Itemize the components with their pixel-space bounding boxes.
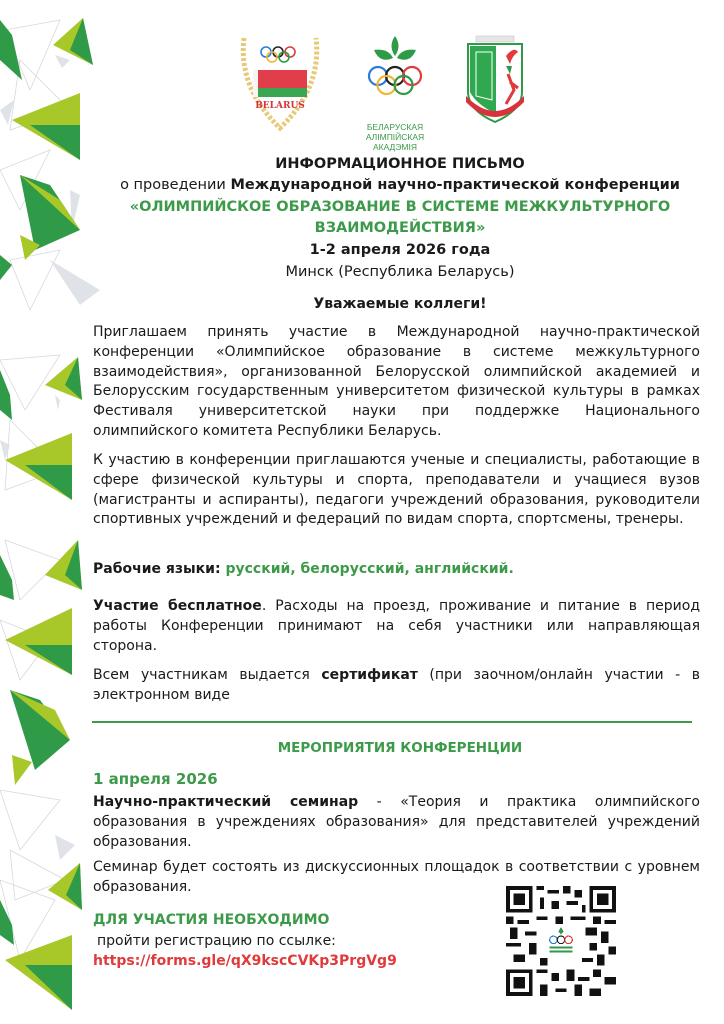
olympic-academy-caption — [352, 122, 438, 152]
triangle-green-group — [0, 18, 93, 1010]
caption-line: БЕЛАРУСКАЯ — [366, 122, 424, 132]
seminar-text: - «Теория и практика олимпийского образования в учреждениях образования» для представителей учреждений образования. — [93, 794, 700, 850]
events-section-title: МЕРОПРИЯТИЯ КОНФЕРЕНЦИИ — [277, 740, 523, 756]
free-text: . Расходы на проезд, проживание и питание в период работы Конференции принимают на себя участники или направляющая сторона. — [93, 598, 700, 654]
free-label: Участие бесплатное — [93, 598, 262, 614]
olympic-academy-logo — [360, 28, 430, 128]
invitation-paragraph: Приглашаем принять участие в Международной научно-практической конференции «Олимпийское образование в системе межкультурного взаимодействия», организованной Белорусской олимпийской академией и Белорусским государственным университетом физической культуры в рамках Фестиваля университетской науки при поддержке Национального олимпийского комитета Республики Беларусь. — [93, 324, 700, 439]
conference-dates: 1-2 апреля 2026 года — [309, 242, 491, 258]
noc-caption: BELARUS — [255, 101, 305, 111]
event-day: 1 апреля 2026 — [93, 770, 218, 788]
greeting: Уважаемые коллеги! — [313, 296, 487, 312]
university-logo — [462, 30, 528, 126]
seminar-label: Научно-практический семинар — [93, 794, 359, 810]
certificate-prefix: Всем участникам выдается — [93, 667, 322, 683]
seminar-paragraph — [93, 793, 700, 852]
letter-title: ИНФОРМАЦИОННОЕ ПИСЬМО — [275, 156, 525, 172]
subtitle-prefix: о проведении — [120, 177, 231, 193]
registration-qr-code[interactable] — [506, 886, 616, 996]
section-divider — [92, 721, 692, 723]
seminar-note: Семинар будет состоять из дискуссионных площадок в соответствии с уровнем образования. — [93, 859, 700, 895]
conference-name-line: ВЗАИМОДЕЙСТВИЯ» — [314, 220, 486, 236]
languages-value: русский, белорусский, английский. — [220, 561, 514, 577]
certificate-suffix: (при заочном/онлайн участии - в электронном виде — [93, 667, 700, 703]
caption-line: АЛІМПІЙСКАЯ — [365, 132, 425, 142]
languages-paragraph — [93, 560, 700, 580]
certificate-paragraph — [93, 666, 700, 706]
registration-link[interactable]: https://forms.gle/qX9kscCVKp3PrgVg9 — [93, 953, 397, 969]
subtitle-bold: Международной научно-практической конференции — [230, 177, 680, 193]
conference-name — [90, 197, 710, 239]
participants-paragraph: К участию в конференции приглашаются ученые и специалисты, работающие в сфере физической культуры и спорта, преподаватели и учащиеся вузов (магистранты и аспиранты), педагоги учреждений образования, руководители спортивных учреждений и федераций по видам спорта, спортсмены, тренеры. — [93, 452, 700, 528]
registration-heading: ДЛЯ УЧАСТИЯ НЕОБХОДИМО — [93, 912, 330, 928]
noc-belarus-logo — [236, 28, 324, 134]
caption-line: АКАДЭМІЯ — [372, 142, 418, 152]
certificate-bold: сертификат — [321, 667, 418, 683]
registration-text: пройти регистрацию по ссылке: — [97, 933, 336, 949]
logos-row — [0, 28, 724, 152]
conference-name-line: «ОЛИМПИЙСКОЕ ОБРАЗОВАНИЕ В СИСТЕМЕ МЕЖКУЛЬТУРНОГО — [129, 199, 671, 215]
letter-subtitle — [90, 177, 710, 193]
languages-label: Рабочие языки: — [93, 561, 221, 577]
qr-center-logo — [544, 924, 578, 958]
free-participation-paragraph — [93, 597, 700, 656]
conference-location: Минск (Республика Беларусь) — [285, 264, 515, 280]
